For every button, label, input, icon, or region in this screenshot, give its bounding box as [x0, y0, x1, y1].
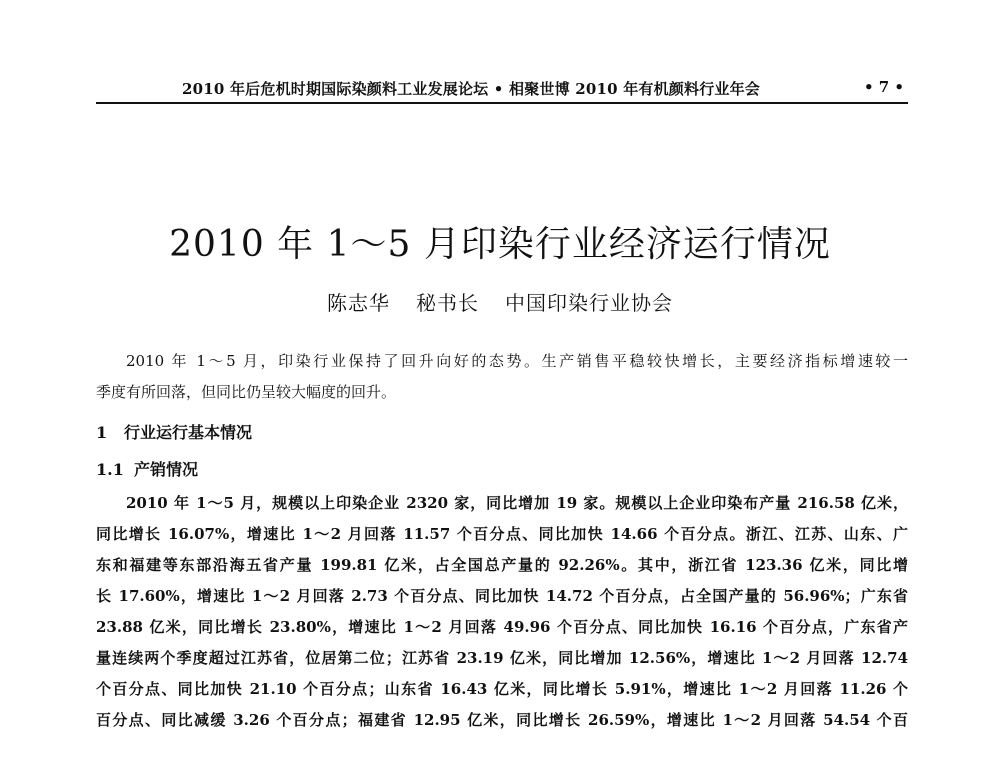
paragraph-line: 个百分点、同比加快 21.10 个百分点；山东省 16.43 亿米，同比增长 5.91%，增速比 1～2 月回落 11.26 个 — [96, 680, 908, 698]
byline — [0, 287, 1000, 316]
paragraph-line: 2010 年 1～5 月，印染行业保持了回升向好的态势。生产销售平稳较快增长，主要经济指标增速较一 — [126, 352, 908, 370]
section-heading — [96, 414, 908, 451]
author-organization: 中国印染行业协会 — [505, 291, 673, 315]
paragraph-line: 长 17.60%，增速比 1～2 月回落 2.73 个百分点、同比加快 14.72 个百分点，占全国产量的 56.96%；广东省 — [96, 587, 908, 605]
author-name: 陈志华 — [327, 291, 390, 315]
paragraph-line: 季度有所回落，但同比仍呈较大幅度的回升。 — [96, 383, 397, 401]
intro-paragraph — [96, 346, 908, 408]
author-role: 秘书长 — [416, 291, 479, 315]
running-header — [96, 72, 908, 104]
paragraph-line: 百分点、同比减缓 3.26 个百分点；福建省 12.95 亿米，同比增长 26.59%，增速比 1～2 月回落 54.54 个百 — [96, 711, 908, 729]
page-number: • 7 • — [863, 78, 904, 96]
paragraph-line: 东和福建等东部沿海五省产量 199.81 亿米，占全国总产量的 92.26%。其中，浙江省 123.36 亿米，同比增 — [96, 556, 908, 574]
paragraph-line: 2010 年 1～5 月，规模以上印染企业 2320 家，同比增加 19 家。规模以上企业印染布产量 216.58 亿米， — [126, 494, 908, 512]
paragraph-line: 23.88 亿米，同比增长 23.80%，增速比 1～2 月回落 49.96 个百分点、同比加快 16.16 个百分点，广东省产 — [96, 618, 908, 636]
paragraph-line: 同比增长 16.07%，增速比 1～2 月回落 11.57 个百分点、同比加快 14.66 个百分点。浙江、江苏、山东、广 — [96, 525, 908, 543]
paragraph-line: 量连续两个季度超过江苏省，位居第二位；江苏省 23.19 亿米，同比增加 12.56%，增速比 1～2 月回落 12.74 — [96, 649, 908, 667]
subsection-number: 1.1 — [96, 460, 124, 479]
section-number: 1 — [96, 423, 108, 442]
section-title: 行业运行基本情况 — [124, 423, 253, 442]
article-title: 2010 年 1～5 月印染行业经济运行情况 — [169, 224, 831, 265]
production-sales-paragraph — [96, 488, 908, 736]
article-body — [96, 346, 908, 736]
running-title: 2010 年后危机时期国际染颜料工业发展论坛 • 相聚世博 2010 年有机颜料行业年会 — [182, 80, 760, 98]
subsection-heading — [96, 451, 908, 488]
subsection-title: 产销情况 — [134, 460, 199, 479]
